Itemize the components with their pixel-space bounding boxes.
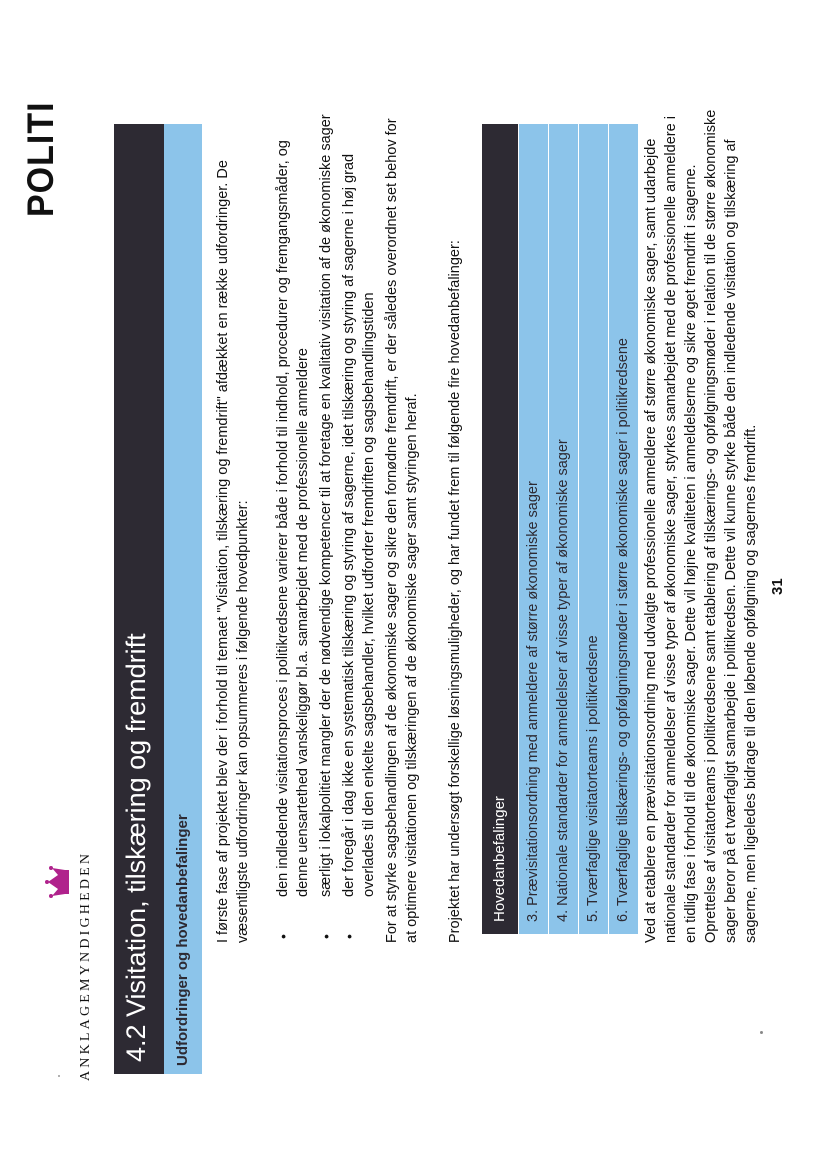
paragraph-3: Projektet har undersøgt forskellige løsningsmuligheder, og har fundet frem til følgende fire hovedanbefalinger:	[447, 240, 463, 943]
text-line: Oprettelse af visitatorteams i politikredsene samt etablering af tilskærings- og opfølgningsmøder i relation til de større økonomiske	[703, 109, 719, 943]
crown-icon	[43, 865, 73, 899]
bullet-marker: •	[275, 934, 291, 939]
page-number: 31	[769, 578, 786, 595]
table-row: 5. Tværfaglige visitatorteams i politikredsene	[578, 124, 608, 934]
text-line: væsentligste udfordringer kan opsummeres i følgende hovedpunkter:	[235, 500, 251, 943]
paragraph-4	[641, 110, 761, 943]
scan-speck	[58, 1075, 60, 1077]
text-line: For at styrke sagsbehandlingen af de økonomiske sager og sikre den fornødne fremdrift, er der således overordnet set behov for	[384, 118, 400, 943]
challenge-list	[270, 114, 379, 943]
page-title: 4.2 Visitation, tilskæring og fremdrift	[121, 633, 151, 1062]
text-line: sager beror på et tværfagligt samarbejde i politikredsen. Dette vil kunne styrke både den indledende visitation og tilskæring af	[723, 139, 739, 943]
text-line: at optimere visitationen og tilskæringen af de økonomiske sager samt styringen heraf.	[404, 393, 420, 943]
bullet-marker: •	[341, 934, 357, 939]
list-item	[316, 114, 336, 943]
text-line: nationale standarder for anmeldelser af visse typer af økonomiske sager, styrkes samarbejdet med de professionelle anmeldere i	[663, 116, 679, 943]
text-line: der foregår i dag ikke en systematisk tilskæring og styring af sagerne, idet tilskæring og styring af sagerne i høj grad	[341, 153, 357, 897]
text-line: overlades til den enkelte sagsbehandler, hvilket udfordrer fremdriften og sagsbehandlingstiden	[361, 292, 377, 897]
text-line: I første fase af projektet blev der i forhold til temaet "Visitation, tilskæring og fremdrift" afdækket en række udfordringer. De	[215, 160, 231, 943]
paragraph-2	[382, 118, 422, 943]
org-logo-right: POLITI	[20, 101, 62, 217]
text-line: sagerne, men ligeledes bidrage til den løbende opfølgning og sagernes fremdrift.	[743, 424, 759, 943]
bullet-marker: •	[318, 934, 334, 939]
text-line: den indledende visitationsproces i politikredsene varierer både i forhold til indhold, procedurer og fremgangsmåder, og	[275, 140, 291, 897]
text-line: en tidlig fase i forhold til de økonomiske sager. Dette vil højne kvaliteten i anmeldelserne og sikre øget fremdrift i sagerne.	[683, 164, 699, 943]
intro-paragraph	[213, 160, 253, 943]
list-item	[339, 114, 379, 943]
title-bar	[114, 124, 164, 1074]
section-bar	[164, 124, 202, 1074]
list-item	[273, 114, 313, 943]
text-line: denne uensartethed vanskeliggør bl.a. samarbejdet med de professionelle anmeldere	[295, 348, 311, 897]
scan-speck	[760, 1031, 763, 1034]
table-row: 3. Prævisitationsordning med anmeldere af større økonomiske sager	[518, 124, 548, 934]
table-row: 6. Tværfaglige tilskærings- og opfølgningsmøder i større økonomiske sager i politikredsene	[608, 124, 638, 934]
text-line: Ved at etablere en prævisitationsordning med udvalgte professionelle anmeldere af større økonomiske sager, samt udarbejde	[643, 138, 659, 943]
recommendations-heading: Hovedanbefalinger	[482, 124, 518, 934]
section-heading: Udfordringer og hovedanbefalinger	[174, 814, 191, 1066]
text-line: særligt i lokalpolitiet mangler der de nødvendige kompetencer til at foretage en kvalitativ visitation af de økonomiske sager	[318, 114, 334, 897]
recommendations-table	[482, 124, 638, 934]
org-logo-left: ANKLAGEMYNDIGHEDEN	[78, 850, 93, 1081]
table-row: 4. Nationale standarder for anmeldelser af visse typer af økonomiske sager	[548, 124, 578, 934]
